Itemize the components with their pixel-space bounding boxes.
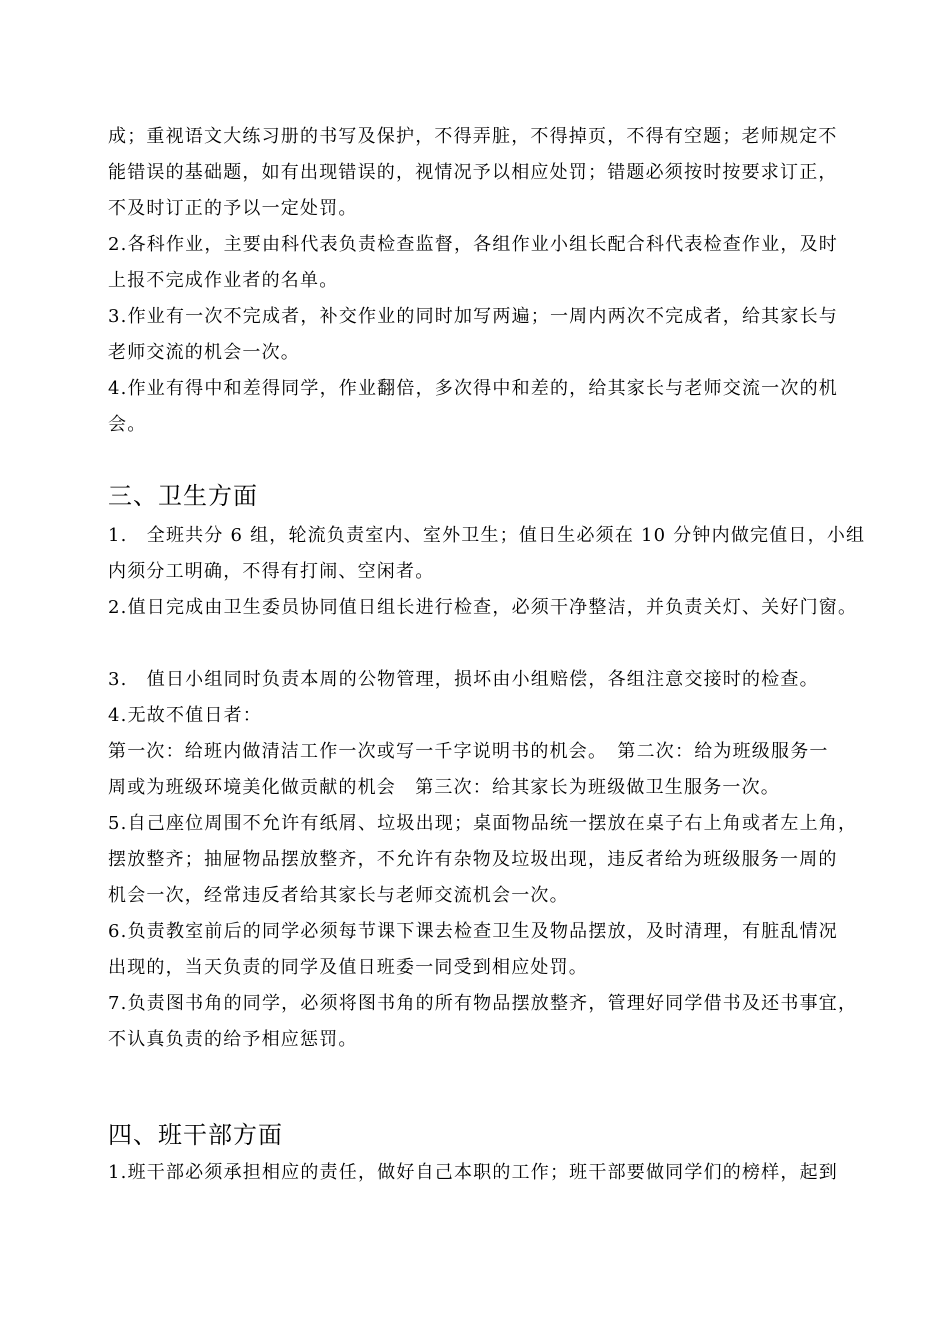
hygiene-rule-5 [108, 806, 910, 914]
text-line: 6.负责教室前后的同学必须每节课下课去检查卫生及物品摆放，及时清理，有脏乱情况 [108, 921, 838, 942]
text-line: 4.无故不值日者： [108, 705, 262, 726]
blank-line [108, 626, 910, 662]
text-line: 出现的，当天负责的同学及值日班委一同受到相应处罚。 [108, 957, 588, 978]
hygiene-rules-block [108, 518, 910, 1058]
text-line: 2.各科作业，主要由科代表负责检查监督，各组作业小组长配合科代表检查作业，及时 [108, 234, 838, 255]
section-heading-hygiene: 三、卫生方面 [108, 482, 258, 510]
hygiene-rule-6 [108, 914, 910, 986]
homework-rule-2 [108, 227, 910, 299]
text-line: 上报不完成作业者的名单。 [108, 270, 339, 291]
text-line: 4.作业有得中和差得同学，作业翻倍，多次得中和差的，给其家长与老师交流一次的机 [108, 378, 838, 399]
text-line: 3.作业有一次不完成者，补交作业的同时加写两遍；一周内两次不完成者，给其家长与 [108, 306, 838, 327]
homework-rule-4 [108, 371, 910, 443]
section-heading-class-cadres: 四、班干部方面 [108, 1121, 283, 1149]
text-line: 1.班干部必须承担相应的责任，做好自己本职的工作；班干部要做同学们的榜样，起到 [108, 1162, 838, 1183]
hygiene-rule-3 [108, 662, 910, 698]
hygiene-rule-7 [108, 986, 910, 1058]
text-line: 成；重视语文大练习册的书写及保护，不得弄脏，不得掉页，不得有空题；老师规定不 [108, 126, 838, 147]
hygiene-rule-4 [108, 698, 910, 806]
text-line: 能错误的基础题，如有出现错误的，视情况予以相应处罚；错题必须按时按要求订正， [108, 162, 838, 183]
text-line: 第一次：给班内做清洁工作一次或写一千字说明书的机会。 第二次：给为班级服务一 [108, 741, 829, 762]
class-cadre-rules-block [108, 1155, 910, 1191]
text-line: 1. 全班共分 6 组，轮流负责室内、室外卫生；值日生必须在 10 分钟内做完值日，小组 [108, 525, 866, 546]
hygiene-rule-1 [108, 518, 910, 590]
cadre-rule-1 [108, 1155, 910, 1191]
homework-rule-1-continued [108, 119, 910, 227]
text-line: 3. 值日小组同时负责本周的公物管理，损坏由小组赔偿，各组注意交接时的检查。 [108, 669, 819, 690]
text-line: 2.值日完成由卫生委员协同值日组长进行检查，必须干净整洁，并负责关灯、关好门窗。 [108, 597, 858, 618]
text-line: 会。 [108, 414, 147, 435]
text-line: 机会一次，经常违反者给其家长与老师交流机会一次。 [108, 885, 569, 906]
text-line: 7.负责图书角的同学，必须将图书角的所有物品摆放整齐，管理好同学借书及还书事宜， [108, 993, 858, 1014]
homework-rule-3 [108, 299, 910, 371]
hygiene-rule-2 [108, 590, 910, 626]
text-line: 不及时订正的予以一定处罚。 [108, 198, 358, 219]
text-line: 内须分工明确，不得有打闹、空闲者。 [108, 561, 435, 582]
homework-rules-block [108, 119, 910, 443]
text-line: 周或为班级环境美化做贡献的机会 第三次：给其家长为班级做卫生服务一次。 [108, 777, 780, 798]
text-line: 摆放整齐；抽屉物品摆放整齐，不允许有杂物及垃圾出现，违反者给为班级服务一周的 [108, 849, 838, 870]
text-line: 5.自己座位周围不允许有纸屑、垃圾出现；桌面物品统一摆放在桌子右上角或者左上角， [108, 813, 858, 834]
text-line: 老师交流的机会一次。 [108, 342, 300, 363]
text-line: 不认真负责的给予相应惩罚。 [108, 1029, 358, 1050]
